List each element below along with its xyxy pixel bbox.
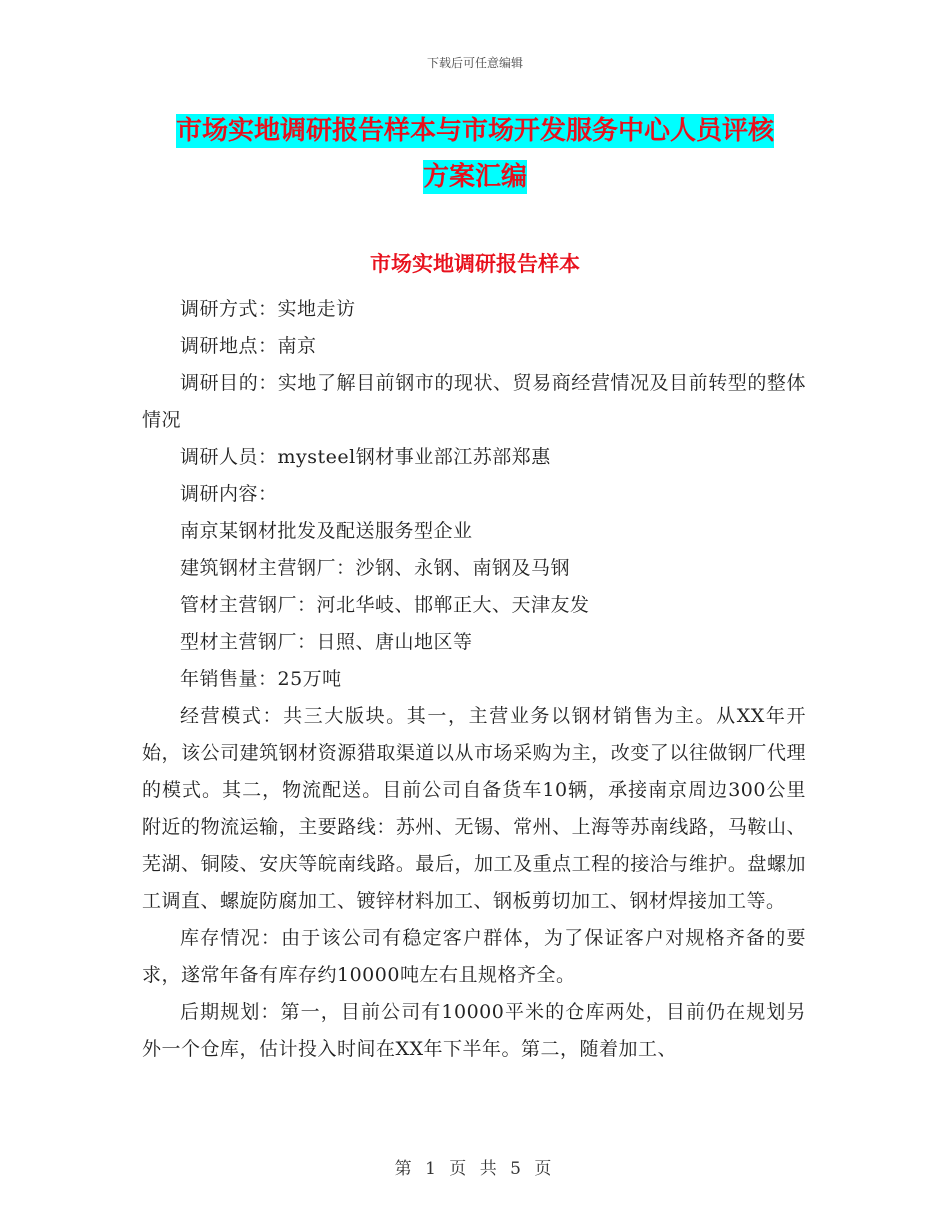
paragraph-location: 调研地点：南京 (180, 335, 317, 357)
paragraph-content-label: 调研内容： (180, 483, 278, 505)
paragraph-inventory: 库存情况：由于该公司有稳定客户群体，为了保证客户对规格齐备的要求，遂常年备有库存约10000吨左右且规格齐全。 (142, 927, 806, 986)
paragraph-construction-steel: 建筑钢材主营钢厂：沙钢、永钢、南钢及马钢 (180, 557, 571, 579)
body-text (142, 291, 806, 1068)
section-title: 市场实地调研报告样本 (370, 252, 580, 276)
paragraph-purpose: 调研目的：实地了解目前钢市的现状、贸易商经营情况及目前转型的整体情况 (142, 372, 806, 431)
paragraph-company: 南京某钢材批发及配送服务型企业 (180, 520, 473, 542)
document-title (0, 108, 950, 200)
document-title-line-2: 方案汇编 (422, 162, 527, 192)
paragraph-section-steel: 型材主营钢厂：日照、唐山地区等 (180, 631, 473, 653)
header-note: 下载后可任意编辑 (426, 56, 523, 70)
paragraph-future-plan: 后期规划：第一，目前公司有10000平米的仓库两处，目前仍在规划另外一个仓库，估计投入时间在XX年下半年。第二，随着加工、 (142, 1001, 806, 1060)
page-footer: 第 1 页 共 5 页 (394, 1159, 556, 1179)
paragraph-annual-sales: 年销售量：25万吨 (180, 668, 342, 690)
paragraph-pipe-steel: 管材主营钢厂：河北华岐、邯郸正大、天津友发 (180, 594, 590, 616)
paragraph-staff: 调研人员：mysteel钢材事业部江苏部郑惠 (180, 446, 551, 468)
document-title-line-1: 市场实地调研报告样本与市场开发服务中心人员评核 (175, 116, 774, 146)
paragraph-method: 调研方式：实地走访 (180, 298, 356, 320)
paragraph-business-model: 经营模式：共三大版块。其一，主营业务以钢材销售为主。从XX年开始，该公司建筑钢材资源猎取渠道以从市场采购为主，改变了以往做钢厂代理的模式。其二，物流配送。目前公司自备货车10辆，承接南京周边300公里附近的物流运输，主要路线：苏州、无锡、常州、上海等苏南线路，马鞍山、芜湖、铜陵、安庆等皖南线路。最后，加工及重点工程的接洽与维护。盘螺加工调直、螺旋防腐加工、镀锌材料加工、钢板剪切加工、钢材焊接加工等。 (142, 705, 806, 912)
